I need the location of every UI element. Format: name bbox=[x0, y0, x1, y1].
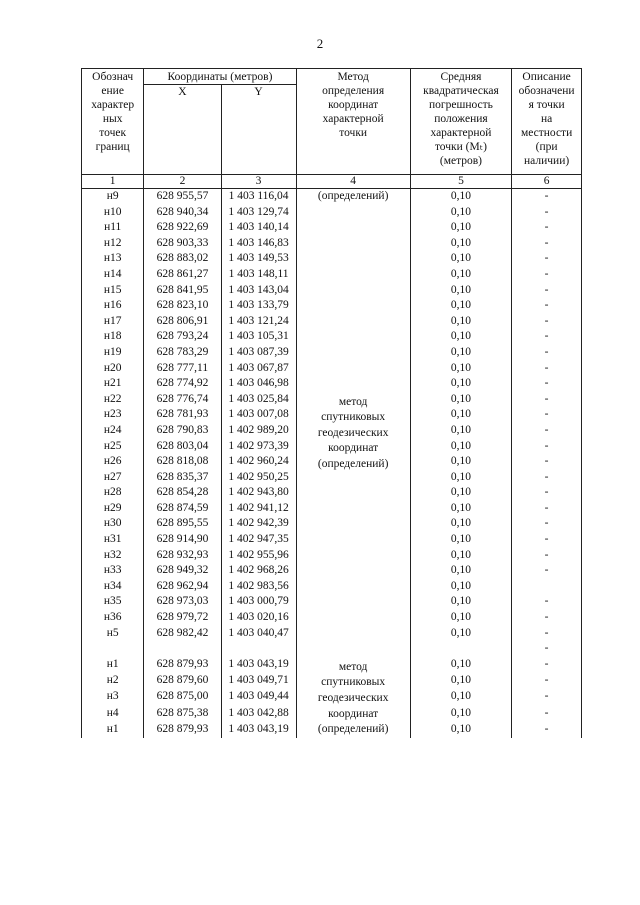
point-id: н16 bbox=[82, 298, 144, 314]
empty-cell bbox=[410, 641, 511, 657]
point-description: - bbox=[512, 361, 582, 377]
point-id: н5 bbox=[82, 626, 144, 642]
coord-x: 628 875,00 bbox=[144, 689, 221, 705]
coord-x: 628 879,60 bbox=[144, 673, 221, 689]
coord-x: 628 777,11 bbox=[144, 361, 221, 377]
point-description: - bbox=[512, 205, 582, 221]
header-y: Y bbox=[221, 85, 296, 175]
point-id: н23 bbox=[82, 407, 144, 423]
method-text: координат bbox=[328, 442, 379, 455]
coord-y: 1 403 007,08 bbox=[221, 407, 296, 423]
coord-x: 628 955,57 bbox=[144, 189, 221, 205]
point-id: н28 bbox=[82, 485, 144, 501]
method-text: (определений) bbox=[317, 190, 389, 202]
point-description: - bbox=[512, 329, 582, 345]
point-description: - bbox=[512, 673, 582, 689]
point-description: - bbox=[512, 251, 582, 267]
point-id: н1 bbox=[82, 657, 144, 673]
mean-error: 0,10 bbox=[410, 485, 511, 501]
mean-error: 0,10 bbox=[410, 423, 511, 439]
mean-error: 0,10 bbox=[410, 501, 511, 517]
coord-x: 628 914,90 bbox=[144, 532, 221, 548]
coord-x: 628 835,37 bbox=[144, 470, 221, 486]
mean-error: 0,10 bbox=[410, 610, 511, 626]
header-line: Обознач bbox=[92, 71, 134, 83]
point-description: - bbox=[512, 298, 582, 314]
coord-x: 628 783,29 bbox=[144, 345, 221, 361]
point-id: н19 bbox=[82, 345, 144, 361]
coord-y: 1 403 049,44 bbox=[221, 689, 296, 705]
coord-y: 1 402 973,39 bbox=[221, 439, 296, 455]
coord-y: 1 403 046,98 bbox=[221, 376, 296, 392]
boundary-points-table bbox=[81, 68, 582, 738]
point-description: - bbox=[512, 470, 582, 486]
point-description: - bbox=[512, 439, 582, 455]
header-line: определения bbox=[322, 85, 385, 97]
header-mean-square-error bbox=[410, 69, 511, 175]
mean-error: 0,10 bbox=[410, 722, 511, 738]
header-line: местности bbox=[520, 127, 573, 139]
header-coordinates: Координаты (метров) bbox=[144, 69, 296, 85]
header-line: (метров) bbox=[439, 155, 483, 167]
mean-error: 0,10 bbox=[410, 579, 511, 595]
header-line: точек bbox=[99, 127, 127, 139]
coord-x: 628 932,93 bbox=[144, 548, 221, 564]
coord-y: 1 403 025,84 bbox=[221, 392, 296, 408]
coord-x: 628 776,74 bbox=[144, 392, 221, 408]
empty-cell bbox=[82, 641, 144, 657]
mean-error: 0,10 bbox=[410, 236, 511, 252]
point-id: н2 bbox=[82, 673, 144, 689]
point-description: - bbox=[512, 485, 582, 501]
header-line: характерной bbox=[322, 113, 384, 125]
coord-y: 1 403 129,74 bbox=[221, 205, 296, 221]
coord-y: 1 403 133,79 bbox=[221, 298, 296, 314]
method-text: метод bbox=[338, 395, 368, 408]
coord-x: 628 940,34 bbox=[144, 205, 221, 221]
point-description: - bbox=[512, 392, 582, 408]
mean-error: 0,10 bbox=[410, 705, 511, 721]
column-number: 2 bbox=[144, 175, 221, 189]
coord-y: 1 403 042,88 bbox=[221, 705, 296, 721]
coord-y: 1 403 087,39 bbox=[221, 345, 296, 361]
mean-error: 0,10 bbox=[410, 516, 511, 532]
method-text: (определений) bbox=[317, 457, 389, 470]
header-line: ение bbox=[101, 85, 124, 97]
coord-y: 1 403 049,71 bbox=[221, 673, 296, 689]
header-point-designation bbox=[82, 69, 144, 175]
coord-y: 1 402 955,96 bbox=[221, 548, 296, 564]
point-description: - bbox=[512, 501, 582, 517]
mean-error: 0,10 bbox=[410, 267, 511, 283]
header-x: X bbox=[144, 85, 221, 175]
point-id: н24 bbox=[82, 423, 144, 439]
point-description: - bbox=[512, 610, 582, 626]
mean-error: 0,10 bbox=[410, 329, 511, 345]
point-description: - bbox=[512, 657, 582, 673]
coord-x: 628 823,10 bbox=[144, 298, 221, 314]
point-id: н4 bbox=[82, 705, 144, 721]
table-header bbox=[82, 69, 582, 189]
point-id: н3 bbox=[82, 689, 144, 705]
column-number: 4 bbox=[296, 175, 410, 189]
header-line: я точки bbox=[528, 99, 565, 111]
coord-y: 1 402 942,39 bbox=[221, 516, 296, 532]
point-description: - bbox=[512, 454, 582, 470]
point-id: н18 bbox=[82, 329, 144, 345]
mean-error: 0,10 bbox=[410, 548, 511, 564]
header-method bbox=[296, 69, 410, 175]
header-line: погрешность bbox=[429, 99, 493, 111]
column-number: 5 bbox=[410, 175, 511, 189]
method-cell bbox=[296, 657, 410, 738]
header-line: Описание bbox=[522, 71, 571, 83]
mean-error: 0,10 bbox=[410, 673, 511, 689]
coord-x: 628 903,33 bbox=[144, 236, 221, 252]
coord-x: 628 874,59 bbox=[144, 501, 221, 517]
point-id: н27 bbox=[82, 470, 144, 486]
coord-x: 628 790,83 bbox=[144, 423, 221, 439]
table-row bbox=[82, 657, 582, 673]
point-description: - bbox=[512, 283, 582, 299]
mean-error: 0,10 bbox=[410, 470, 511, 486]
mean-error: 0,10 bbox=[410, 345, 511, 361]
column-number: 1 bbox=[82, 175, 144, 189]
mean-error: 0,10 bbox=[410, 392, 511, 408]
point-id: н33 bbox=[82, 563, 144, 579]
coord-x: 628 841,95 bbox=[144, 283, 221, 299]
point-id: н9 bbox=[82, 189, 144, 205]
point-id: н15 bbox=[82, 283, 144, 299]
table-row bbox=[82, 189, 582, 205]
mean-error: 0,10 bbox=[410, 298, 511, 314]
point-description: - bbox=[512, 314, 582, 330]
method-description bbox=[297, 205, 410, 473]
mean-error: 0,10 bbox=[410, 594, 511, 610]
header-line: положения bbox=[434, 113, 488, 125]
method-text: метод bbox=[338, 660, 368, 673]
header-line: точки (Mₜ) bbox=[434, 141, 487, 153]
point-id: н26 bbox=[82, 454, 144, 470]
method-text: (определений) bbox=[317, 723, 389, 736]
header-line: обозначени bbox=[518, 85, 575, 97]
header-line: характер bbox=[91, 99, 135, 111]
coord-x: 628 949,32 bbox=[144, 563, 221, 579]
header-line: ных bbox=[102, 113, 123, 125]
page-number: 2 bbox=[316, 36, 324, 51]
coord-y: 1 402 943,80 bbox=[221, 485, 296, 501]
coord-y: 1 403 148,11 bbox=[221, 267, 296, 283]
method-description bbox=[297, 657, 410, 738]
coord-y: 1 402 960,24 bbox=[221, 454, 296, 470]
mean-error: 0,10 bbox=[410, 205, 511, 221]
mean-error: 0,10 bbox=[410, 220, 511, 236]
point-description: - bbox=[512, 423, 582, 439]
table-body-second bbox=[82, 657, 582, 738]
coord-y: 1 403 149,53 bbox=[221, 251, 296, 267]
point-id: н32 bbox=[82, 548, 144, 564]
point-id: н12 bbox=[82, 236, 144, 252]
point-description: - bbox=[512, 267, 582, 283]
column-number: 3 bbox=[221, 175, 296, 189]
coord-x: 628 883,02 bbox=[144, 251, 221, 267]
coord-x: 628 774,92 bbox=[144, 376, 221, 392]
header-line: (при bbox=[535, 141, 558, 153]
coord-y: 1 403 043,19 bbox=[221, 722, 296, 738]
method-text: координат bbox=[328, 707, 379, 720]
header-line: границ bbox=[95, 141, 130, 153]
coord-y: 1 403 043,19 bbox=[221, 657, 296, 673]
point-id: н14 bbox=[82, 267, 144, 283]
coord-y: 1 403 121,24 bbox=[221, 314, 296, 330]
point-description: - bbox=[512, 705, 582, 721]
mean-error: 0,10 bbox=[410, 532, 511, 548]
mean-error: 0,10 bbox=[410, 689, 511, 705]
coord-x: 628 781,93 bbox=[144, 407, 221, 423]
point-description: - bbox=[512, 376, 582, 392]
coord-y: 1 403 020,16 bbox=[221, 610, 296, 626]
coord-y: 1 403 040,47 bbox=[221, 626, 296, 642]
mean-error: 0,10 bbox=[410, 376, 511, 392]
mean-error: 0,10 bbox=[410, 251, 511, 267]
coord-y: 1 402 941,12 bbox=[221, 501, 296, 517]
coord-y: 1 403 143,04 bbox=[221, 283, 296, 299]
coord-x: 628 793,24 bbox=[144, 329, 221, 345]
mean-error: 0,10 bbox=[410, 439, 511, 455]
coord-x: 628 973,03 bbox=[144, 594, 221, 610]
header-line: координат bbox=[328, 99, 379, 111]
mean-error: 0,10 bbox=[410, 454, 511, 470]
method-text: спутниковых bbox=[321, 676, 386, 689]
point-id: н36 bbox=[82, 610, 144, 626]
point-id: н20 bbox=[82, 361, 144, 377]
coord-x: 628 879,93 bbox=[144, 722, 221, 738]
coord-y: 1 403 116,04 bbox=[221, 189, 296, 205]
header-line: характерной bbox=[430, 127, 492, 139]
point-description: - bbox=[512, 722, 582, 738]
mean-error: 0,10 bbox=[410, 657, 511, 673]
point-description: - bbox=[512, 236, 582, 252]
point-id: н30 bbox=[82, 516, 144, 532]
point-description: - bbox=[512, 594, 582, 610]
coord-x: 628 875,38 bbox=[144, 705, 221, 721]
header-line: квадратическая bbox=[423, 85, 499, 97]
point-description: - bbox=[512, 189, 582, 205]
mean-error: 0,10 bbox=[410, 189, 511, 205]
coord-x: 628 982,42 bbox=[144, 626, 221, 642]
point-id: н29 bbox=[82, 501, 144, 517]
column-number: 6 bbox=[512, 175, 582, 189]
point-description: - bbox=[512, 516, 582, 532]
point-id: н31 bbox=[82, 532, 144, 548]
point-description: - bbox=[512, 548, 582, 564]
point-id: н17 bbox=[82, 314, 144, 330]
coord-x: 628 962,94 bbox=[144, 579, 221, 595]
header-line: Средняя bbox=[440, 71, 482, 83]
coord-y: 1 403 140,14 bbox=[221, 220, 296, 236]
header-line: наличии) bbox=[524, 155, 570, 167]
point-description bbox=[512, 579, 582, 595]
mean-error: 0,10 bbox=[410, 283, 511, 299]
empty-cell bbox=[221, 641, 296, 657]
coord-x: 628 861,27 bbox=[144, 267, 221, 283]
point-id: н13 bbox=[82, 251, 144, 267]
point-id: н22 bbox=[82, 392, 144, 408]
point-id: н25 bbox=[82, 439, 144, 455]
point-id: н11 bbox=[82, 220, 144, 236]
point-description: - bbox=[512, 220, 582, 236]
header-line: на bbox=[540, 113, 553, 125]
coord-x: 628 854,28 bbox=[144, 485, 221, 501]
method-text: геодезических bbox=[317, 692, 389, 704]
coord-y: 1 402 968,26 bbox=[221, 563, 296, 579]
header-line: Метод bbox=[337, 71, 369, 83]
empty-cell bbox=[144, 641, 221, 657]
coord-x: 628 818,08 bbox=[144, 454, 221, 470]
coord-x: 628 979,72 bbox=[144, 610, 221, 626]
coord-y: 1 403 105,31 bbox=[221, 329, 296, 345]
point-description: - bbox=[512, 626, 582, 642]
coord-y: 1 403 067,87 bbox=[221, 361, 296, 377]
coord-x: 628 803,04 bbox=[144, 439, 221, 455]
table-body-main bbox=[82, 189, 582, 657]
point-description: - bbox=[512, 641, 582, 657]
point-id: н21 bbox=[82, 376, 144, 392]
point-id: н1 bbox=[82, 722, 144, 738]
mean-error: 0,10 bbox=[410, 407, 511, 423]
coord-y: 1 403 000,79 bbox=[221, 594, 296, 610]
point-id: н35 bbox=[82, 594, 144, 610]
point-id: н34 bbox=[82, 579, 144, 595]
coord-y: 1 402 947,35 bbox=[221, 532, 296, 548]
mean-error: 0,10 bbox=[410, 361, 511, 377]
method-text: спутниковых bbox=[321, 411, 386, 424]
column-numbers-row bbox=[82, 175, 582, 189]
mean-error: 0,10 bbox=[410, 563, 511, 579]
header-point-description bbox=[512, 69, 582, 175]
coord-y: 1 402 989,20 bbox=[221, 423, 296, 439]
coord-x: 628 895,55 bbox=[144, 516, 221, 532]
method-cell bbox=[296, 189, 410, 657]
header-line: точки bbox=[339, 127, 368, 139]
point-id: н10 bbox=[82, 205, 144, 221]
mean-error: 0,10 bbox=[410, 314, 511, 330]
point-description: - bbox=[512, 532, 582, 548]
coord-y: 1 403 146,83 bbox=[221, 236, 296, 252]
point-description: - bbox=[512, 407, 582, 423]
point-description: - bbox=[512, 345, 582, 361]
point-description: - bbox=[512, 689, 582, 705]
method-text: геодезических bbox=[317, 426, 389, 439]
mean-error: 0,10 bbox=[410, 626, 511, 642]
coord-x: 628 922,69 bbox=[144, 220, 221, 236]
coord-x: 628 806,91 bbox=[144, 314, 221, 330]
coord-y: 1 402 950,25 bbox=[221, 470, 296, 486]
coord-y: 1 402 983,56 bbox=[221, 579, 296, 595]
coord-x: 628 879,93 bbox=[144, 657, 221, 673]
point-description: - bbox=[512, 563, 582, 579]
